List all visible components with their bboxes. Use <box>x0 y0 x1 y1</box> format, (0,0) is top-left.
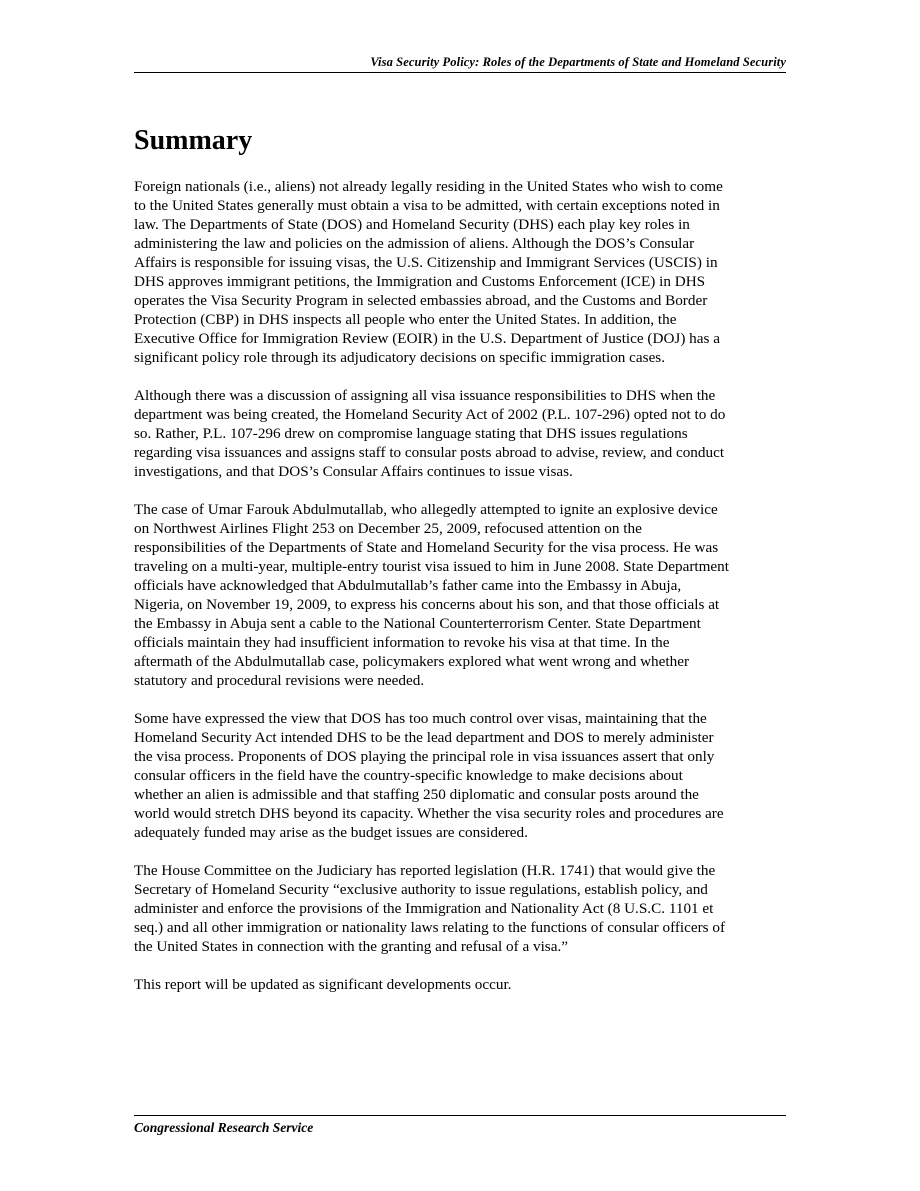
paragraph: Although there was a discussion of assigning all visa issuance responsibilities to DHS when the department was being created, the Homeland Security Act of 2002 (P.L. 107-296) opted not to do so. Rather, P.L. 107-296 drew on compromise language stating that DHS issues regulations regarding visa issuances and assigns staff to consular posts abroad to advise, review, and conduct investigations, and that DOS’s Consular Affairs continues to issue visas. <box>134 387 726 480</box>
paragraph: The case of Umar Farouk Abdulmutallab, who allegedly attempted to ignite an explosive device on Northwest Airlines Flight 253 on December 25, 2009, refocused attention on the responsibilities of the Departments of State and Homeland Security for the visa process. He was traveling on a multi-year, multiple-entry tourist visa issued to him in June 2008. State Department officials have acknowledged that Abdulmutallab’s father came into the Embassy in Abuja, Nigeria, on November 19, 2009, to express his concerns about his son, and that those officials at the Embassy in Abuja sent a cable to the National Counterterrorism Center. State Department officials maintain they had insufficient information to revoke his visa at that time. In the aftermath of the Abdulmutallab case, policymakers explored what went wrong and whether statutory and procedural revisions were needed. <box>134 501 729 689</box>
paragraph: Some have expressed the view that DOS has too much control over visas, maintaining that the Homeland Security Act intended DHS to be the lead department and DOS to merely administer the visa process. Proponents of DOS playing the principal role in visa issuances assert that only consular officers in the field have the country-specific knowledge to make decisions about whether an alien is admissible and that staffing 250 diplomatic and consular posts around the world would stretch DHS beyond its capacity. Whether the visa security roles and procedures are adequately funded may arise as the budget issues are considered. <box>134 710 724 841</box>
header-divider <box>134 72 786 73</box>
paragraph: The House Committee on the Judiciary has reported legislation (H.R. 1741) that would give the Secretary of Homeland Security “exclusive authority to issue regulations, establish policy, and administer and enforce the provisions of the Immigration and Nationality Act (8 U.S.C. 1101 et seq.) and all other immigration or nationality laws relating to the functions of consular officers of the United States in connection with the granting and refusal of a visa.” <box>134 862 726 955</box>
summary-body <box>134 177 788 1013</box>
footer-divider <box>134 1115 786 1116</box>
paragraph: Foreign nationals (i.e., aliens) not already legally residing in the United States who wish to come to the United States generally must obtain a visa to be admitted, with certain exceptions noted in law. The Departments of State (DOS) and Homeland Security (DHS) each play key roles in administering the law and policies on the admission of aliens. Although the DOS’s Consular Affairs is responsible for issuing visas, the U.S. Citizenship and Immigrant Services (USCIS) in DHS approves immigrant petitions, the Immigration and Customs Enforcement (ICE) in DHS operates the Visa Security Program in selected embassies abroad, and the Customs and Border Protection (CBP) in DHS inspects all people who enter the United States. In addition, the Executive Office for Immigration Review (EOIR) in the U.S. Department of Justice (DOJ) has a significant policy role through its adjudicatory decisions on specific immigration cases. <box>134 178 723 366</box>
running-header: Visa Security Policy: Roles of the Departments of State and Homeland Security <box>370 55 786 69</box>
paragraph: This report will be updated as significant developments occur. <box>134 976 512 993</box>
running-footer: Congressional Research Service <box>134 1120 314 1135</box>
page-title: Summary <box>134 125 253 156</box>
